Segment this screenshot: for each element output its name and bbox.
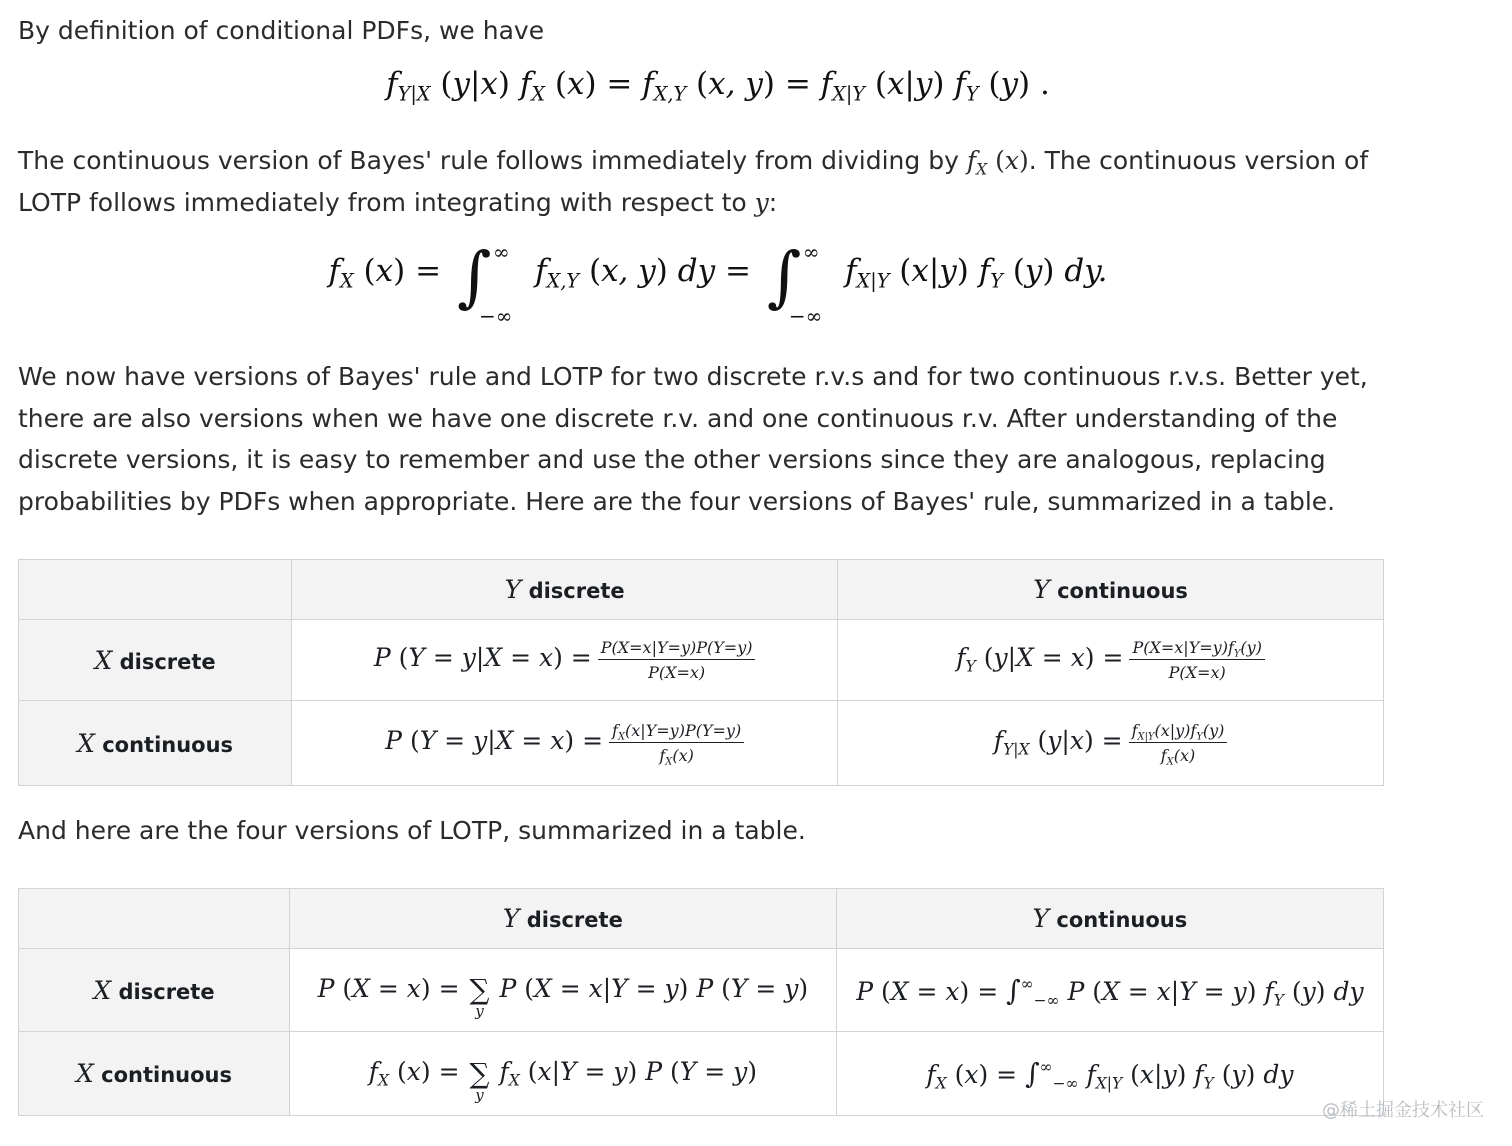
intro-paragraph: By definition of conditional PDFs, we have bbox=[18, 16, 545, 45]
bayes-cell-dc: $f_Y$ (y|X = x) = $\frac{P(X=x|Y=y)f_Y(y)}{P(X=x)}$ bbox=[838, 620, 1384, 701]
bayes-cell-cc: $f_{Y|X}$ (y|x) = $\frac{f_{X|Y}(x|y)f_Y(y)}{f_X(x)}$ bbox=[838, 701, 1384, 786]
conditional-pdf-equation: $f_{Y|X}$ (y|x) $f_X$ $(x) = f_{X,Y}$ (x, $y) = f_{X|Y}$ (x|y) $f_Y$ (y) . bbox=[386, 66, 1050, 106]
col-header-y-discrete: Y discrete bbox=[292, 560, 838, 620]
integral-sign: ∫ ∞ −∞ bbox=[766, 238, 823, 328]
bayes-cell-dd: P (Y = y|X = x) = $\frac{P(X=x|Y=y)P(Y=y)}{P(X=x)}$ bbox=[292, 620, 838, 701]
watermark: @稀土掘金技术社区 bbox=[1322, 1100, 1484, 1121]
p2-text-b: . The continuous version of LOTP follows immediately from integrating with respect to bbox=[18, 146, 1369, 217]
p2-text-a: The continuous version of Bayes' rule follows immediately from dividing by bbox=[18, 146, 959, 175]
fx-inline-math: $f_X$ (x) bbox=[966, 146, 1029, 179]
lotp-cell-cd: $f_X$ (x) = ∑ y $f_X$ (x|Y = y) P (Y = y) bbox=[289, 1032, 836, 1116]
y-inline-math: y bbox=[754, 187, 769, 217]
empty-header-cell bbox=[19, 560, 292, 620]
bayes-rule-table bbox=[18, 559, 1384, 786]
row-header-x-continuous: X continuous bbox=[19, 1032, 290, 1116]
lotp-table bbox=[18, 888, 1384, 1116]
bayes-lotp-paragraph bbox=[18, 140, 1382, 223]
versions-paragraph: We now have versions of Bayes' rule and LOTP for two discrete r.v.s and for two continuous r.v.s. Better yet, there are also versions when we have one discrete r.v. and one continuous r.v. After understanding of the discrete versions, it is easy to remember and use the other versions since they are analogous, replacing probabilities by PDFs when appropriate. Here are the four versions of Bayes' rule, summarized in a table. bbox=[18, 362, 1368, 516]
lotp-cell-dc: P $(X = x) = \int^\infty_{-\infty}$ P (X = x|Y = y) $f_Y$ (y) dy bbox=[836, 949, 1383, 1032]
lotp-cell-dd: P (X = x) = ∑ y P (X = x|Y = y) P (Y = y) bbox=[289, 949, 836, 1032]
empty-header-cell bbox=[19, 889, 290, 949]
row-header-x-discrete: X discrete bbox=[19, 620, 292, 701]
row-header-x-continuous: X continuous bbox=[19, 701, 292, 786]
col-header-y-discrete: Y discrete bbox=[289, 889, 836, 949]
bayes-cell-cd: P (Y = y|X = x) = $\frac{f_X(x|Y=y)P(Y=y)}{f_X(x)}$ bbox=[292, 701, 838, 786]
lotp-cell-cc: $f_X$ $(x) = \int^\infty_{-\infty}$ $f_{X|Y}$ (x|y) $f_Y$ (y) dy bbox=[836, 1032, 1383, 1116]
row-header-x-discrete: X discrete bbox=[19, 949, 290, 1032]
integral-sign: ∫ ∞ −∞ bbox=[456, 238, 513, 328]
lotp-intro-paragraph: And here are the four versions of LOTP, summarized in a table. bbox=[18, 816, 806, 845]
col-header-y-continuous: Y continuous bbox=[836, 889, 1383, 949]
col-header-y-continuous: Y continuous bbox=[838, 560, 1384, 620]
p2-text-c: : bbox=[768, 187, 778, 217]
lotp-integral-equation: $f_X$ (x) = ∫ ∞ −∞ $f_{X,Y}$ (x, y) dy = ∫ ∞ −∞ $f_{X|Y}$ (x|y) $f_Y$ (y) dy. bbox=[328, 238, 1108, 328]
